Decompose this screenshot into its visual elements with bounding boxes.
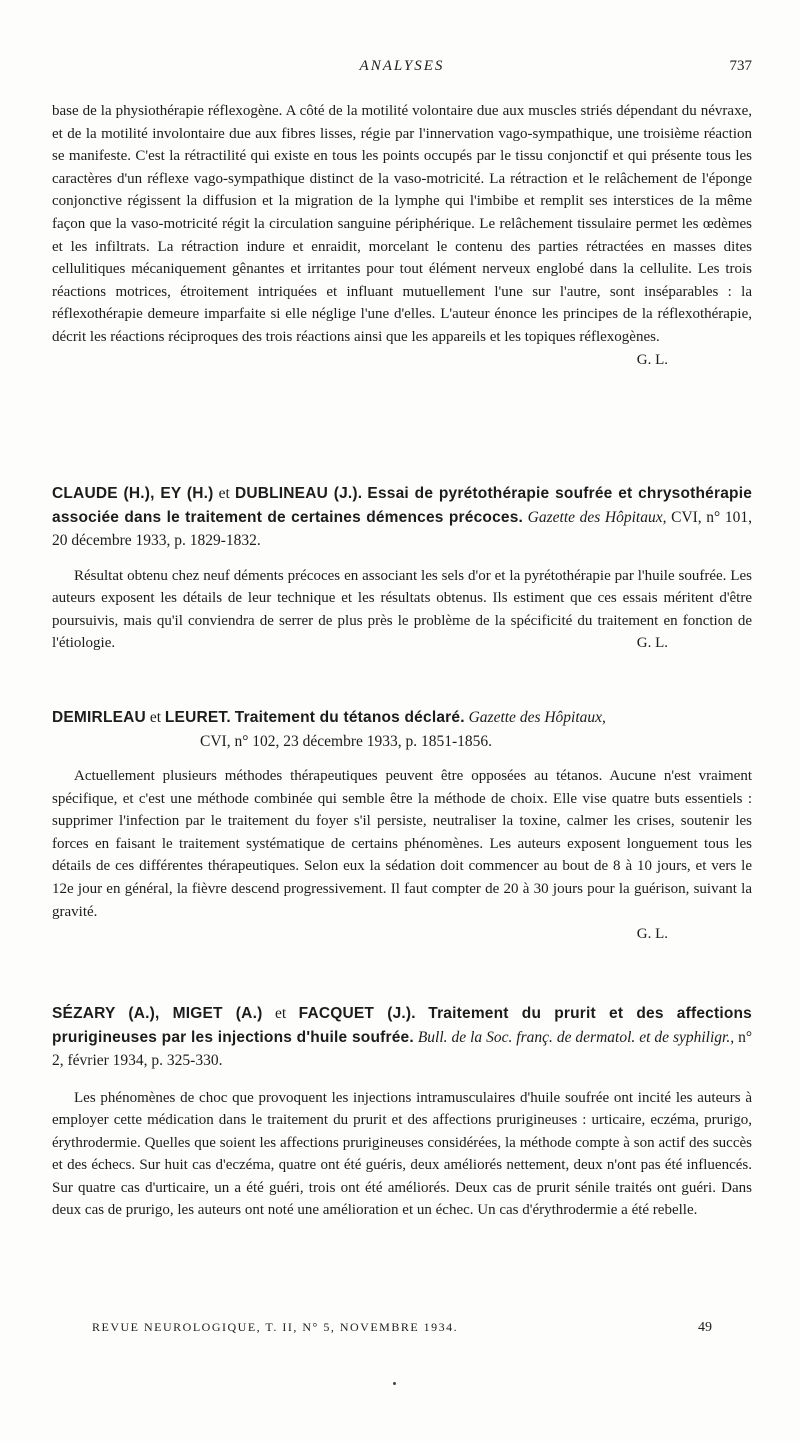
abstract-signature: G. L.	[636, 635, 668, 652]
print-speck	[393, 1382, 396, 1385]
first-section	[52, 100, 752, 371]
entry-joiner: et	[218, 485, 230, 502]
entry-title: Traitement du prurit et des affections prurigineuses par les injections d'huile soufrée.	[52, 1005, 752, 1046]
entry-joiner: et	[274, 1005, 287, 1022]
abstract-text: Les phénomènes de choc que provoquent les injections intramusculaires d'huile soufrée ont incité les auteurs à employer cette médication dans le traitement du prurit et des affections prurigineuses : urticaire, eczéma, prurigo, érythrodermie. Quelles que soient les affections prurigineuses considérées, la méthode compte à son actif des succès et des échecs. Sur huit cas d'eczéma, quatre ont été guéris, deux améliorés nettement, deux n'ont pas été influencés. Sur quatre cas d'urticaire, un a été guéri, trois ont été améliorés. Deux cas de prurit sénile traités ont guéri. Dans deux cas de prurigo, les auteurs ont noté une amélioration et un échec. Un cas d'érythrodermie a été rebelle.	[52, 1089, 752, 1219]
entry-journal: Gazette des Hôpitaux,	[468, 709, 606, 726]
continued-paragraph	[52, 100, 752, 368]
footer-journal: REVUE NEUROLOGIQUE, T. II, N° 5, NOVEMBRE 1934.	[92, 1320, 459, 1334]
entry-source-details: CVI, n° 101, 20 décembre 1933, p. 1829-1832.	[52, 508, 752, 549]
entry-demirleau	[52, 706, 752, 946]
entry-abstract	[52, 1087, 752, 1223]
entry-authors: DEMIRLEAU	[52, 709, 146, 726]
page-number: 737	[729, 58, 752, 74]
entry-authors: CLAUDE (H.), EY (H.)	[52, 485, 214, 502]
running-title: ANALYSES	[359, 58, 445, 74]
entry-joiner: et	[149, 709, 161, 726]
entry-sezary	[52, 1002, 752, 1222]
entry-authors-last: FACQUET (J.).	[298, 1005, 416, 1022]
abstract-text: Actuellement plusieurs méthodes thérapeutiques peuvent être opposées au tétanos. Aucune n'est vraiment spécifique, et c'est une méthode combinée qui semble être la méthode de choix. Elle vise quatre buts essentiels : supprimer l'infection par le traitement du foyer s'il persiste, neutraliser la toxine, calmer les crises, soutenir les forces en faisant le traitement systématique de certains phénomènes. Les auteurs exposent longuement tous les détails de ces différentes thérapeutiques. Selon eux la sédation doit commencer au bout de 8 à 10 jours, et vers le 12e jour en général, la fièvre descend progressivement. Il faut compter de 20 à 30 jours pour la guérison, suivant la gravité.	[52, 768, 752, 920]
entry-heading	[52, 706, 752, 753]
entry-source-details: CVI, n° 102, 23 décembre 1933, p. 1851-1856.	[200, 732, 493, 750]
entry-heading	[52, 1002, 752, 1073]
running-header	[52, 58, 752, 82]
entry-journal: Gazette des Hôpitaux,	[527, 508, 667, 526]
entry-source-details: n° 2, février 1934, p. 325-330.	[52, 1028, 753, 1069]
entry-title: Traitement du tétanos déclaré.	[234, 709, 465, 726]
footer-sheet-number: 49	[698, 1320, 712, 1335]
entry-heading	[52, 482, 752, 553]
abstract-signature: G. L.	[636, 351, 668, 368]
entry-abstract	[52, 565, 752, 655]
entry-journal: Bull. de la Soc. franç. de dermatol. et de syphiligr.,	[417, 1028, 735, 1046]
entry-title: Essai de pyrétothérapie soufrée et chrysothérapie associée dans le traitement de certaines démences précoces.	[52, 485, 753, 526]
entry-authors-last: DUBLINEAU (J.).	[234, 485, 363, 502]
entry-claude	[52, 482, 752, 655]
abstract-text: Résultat obtenu chez neuf déments précoces en associant les sels d'or et la pyrétothérapie par l'huile soufrée. Les auteurs exposent les détails de leur technique et les résultats obtenus. Ils estiment que ces essais méritent d'être poursuivis, mais qu'il conviendra de serrer de plus près le problème de la spécificité du traitement en fonction de l'étiologie.	[52, 567, 752, 652]
page-footer	[92, 1320, 712, 1342]
entry-authors-last: LEURET.	[164, 709, 231, 726]
abstract-signature: G. L.	[636, 926, 668, 943]
continued-text: base de la physiothérapie réflexogène. A côté de la motilité volontaire due aux muscles striés dépendant du névraxe, et de la motilité involontaire due aux fibres lisses, régie par l'innervation vago-sympathique, une troisième réaction se manifeste. C'est la rétractilité qui existe en tous les points occupés par le tissu conjonctif et qui présente tous les caractères d'un réflexe vago-sympathique distinct de la vaso-motricité. La rétraction et le relâchement de l'éponge conjonctive régissent la diffusion et la migration de la lymphe qui l'imbibe et remplit ses interstices de la même façon que la vaso-motricité régit la circulation sanguine périphérique. Le relâchement tissulaire permet les œdèmes et les infiltrats. La rétraction indure et enraidit, morcelant le contenu des parties rétractées en masses dites cellulitiques mécaniquement gênantes et irritantes pour tout élément nerveux englobé dans la cellulite. Les trois réactions motrices, étroitement intriquées et influant mutuellement l'une sur l'autre, sont inséparables : la réflexothérapie demeure imparfaite si elle néglige l'une d'elles. L'auteur énonce les principes de la réflexothérapie, décrit les réactions réciproques des trois réactions ainsi que les appareils et les topiques réflexogènes.	[52, 103, 752, 345]
entry-abstract	[52, 765, 752, 923]
entry-authors: SÉZARY (A.), MIGET (A.)	[52, 1005, 263, 1022]
